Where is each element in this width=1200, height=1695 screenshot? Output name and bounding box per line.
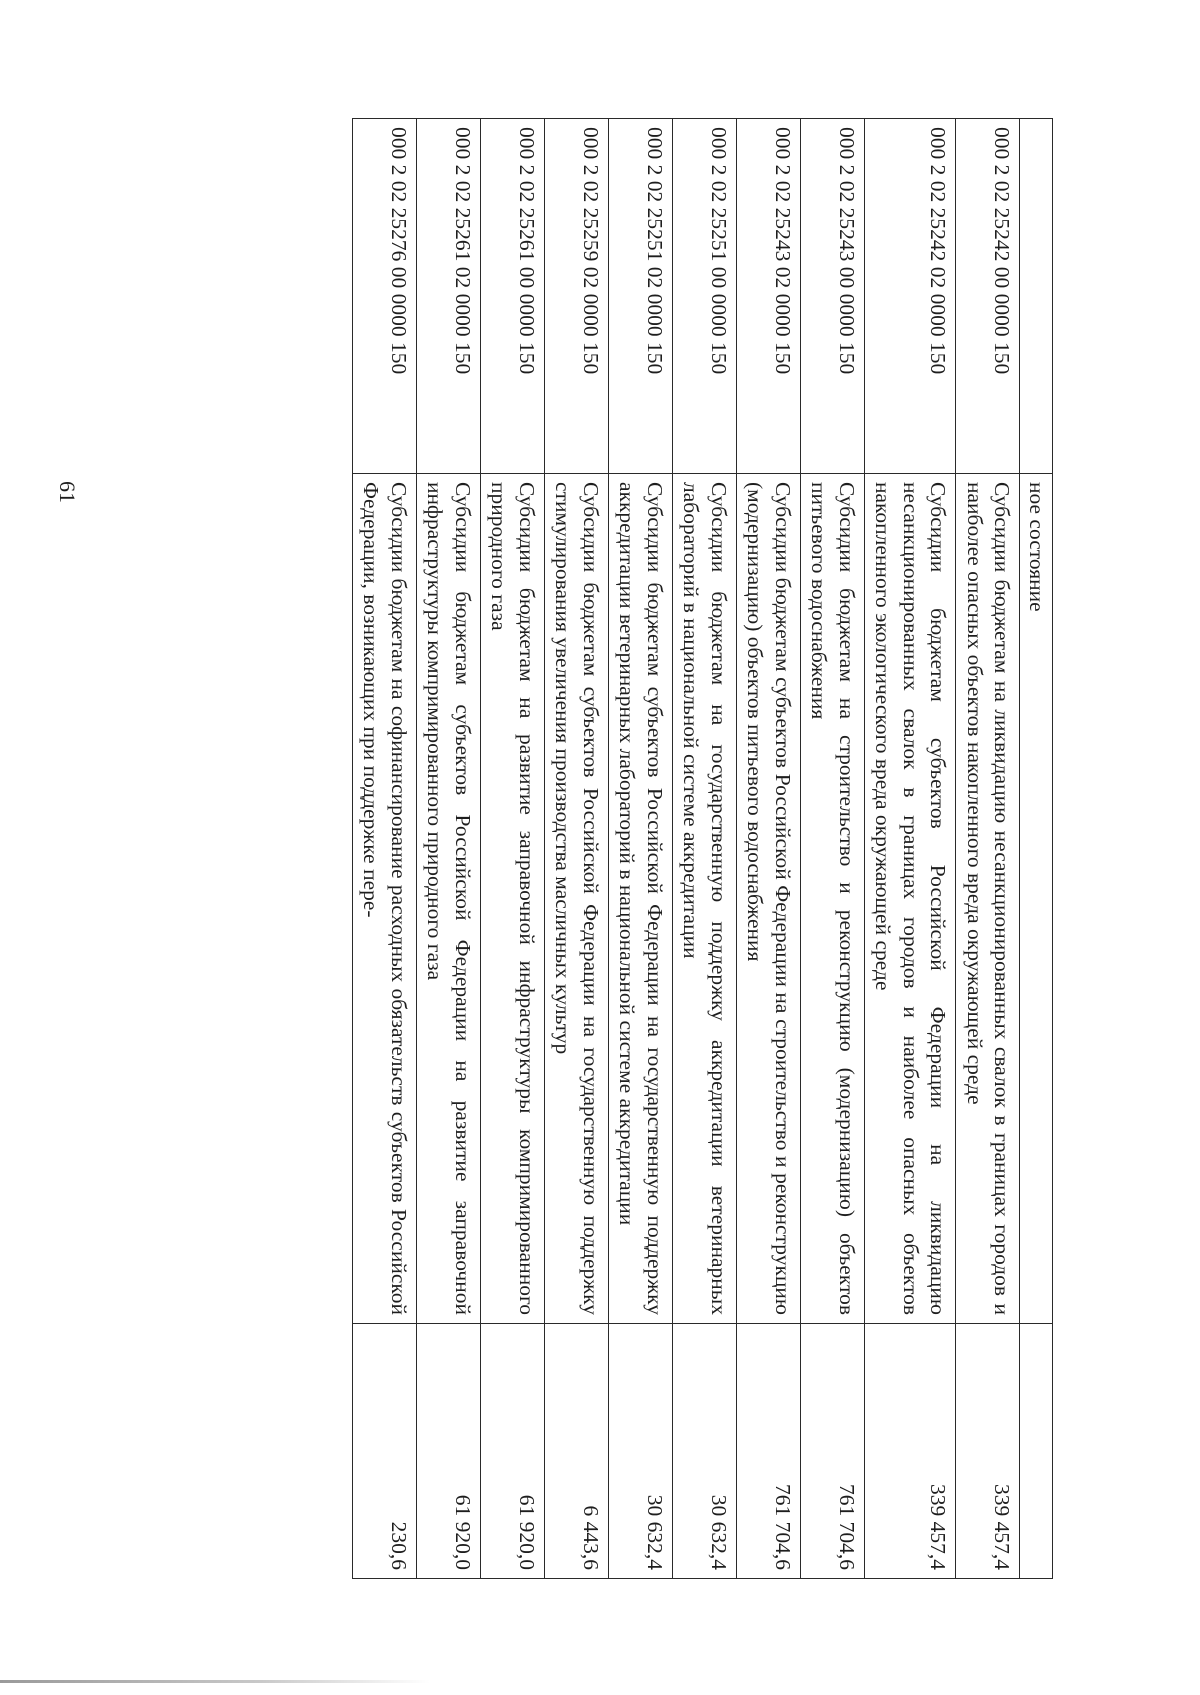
page-number: 61 (55, 481, 80, 503)
amount: 230,6 (352, 1324, 416, 1579)
classification-code: 000 2 02 25242 02 0000 150 (864, 119, 956, 474)
table-row-continuation (1020, 119, 1053, 1579)
amount: 761 704,6 (736, 1324, 800, 1579)
revenue-name: Субсидии бюджетам на развитие заправочной инфраструктуры компримированного природного газа (480, 474, 544, 1324)
table-row (864, 119, 956, 1579)
code-cell-empty (1020, 119, 1053, 474)
table-row (352, 119, 416, 1579)
table-row (736, 119, 800, 1579)
table-row (608, 119, 672, 1579)
table-row (416, 119, 480, 1579)
amount: 339 457,4 (956, 1324, 1020, 1579)
classification-code: 000 2 02 25243 02 0000 150 (736, 119, 800, 474)
amount: 30 632,4 (608, 1324, 672, 1579)
classification-code: 000 2 02 25261 02 0000 150 (416, 119, 480, 474)
classification-code: 000 2 02 25259 02 0000 150 (544, 119, 608, 474)
revenue-name: Субсидии бюджетам на софинансирование расходных обязательств субъектов Российской Федерации, возникающих при поддержке пере- (352, 474, 416, 1324)
amount: 30 632,4 (672, 1324, 736, 1579)
revenue-name: Субсидии бюджетам субъектов Российской Федерации на развитие заправочной инфраструктуры компримированного природного газа (416, 474, 480, 1324)
amount: 339 457,4 (864, 1324, 956, 1579)
revenue-name: Субсидии бюджетам субъектов Российской Федерации на строительство и реконструкцию (модернизацию) объектов питьевого водоснабжения (736, 474, 800, 1324)
revenue-name: Субсидии бюджетам на государственную поддержку аккредитации ветеринарных лабораторий в национальной системе аккредитации (672, 474, 736, 1324)
revenue-name: Субсидии бюджетам субъектов Российской Федерации на государственную поддержку стимулирования увеличения производства масличных культур (544, 474, 608, 1324)
amount: 61 920,0 (480, 1324, 544, 1579)
budget-table (352, 118, 1053, 1579)
classification-code: 000 2 02 25251 02 0000 150 (608, 119, 672, 474)
revenue-name: Субсидии бюджетам на ликвидацию несанкционированных свалок в границах городов и наиболее опасных объектов накопленного вреда окружающей среде (956, 474, 1020, 1324)
continuation-text: ное состояние (1020, 474, 1053, 1324)
table-row (544, 119, 608, 1579)
revenue-name: Субсидии бюджетам на строительство и реконструкцию (модернизацию) объектов питьевого водоснабжения (800, 474, 864, 1324)
table-row (800, 119, 864, 1579)
amount: 761 704,6 (800, 1324, 864, 1579)
classification-code: 000 2 02 25261 00 0000 150 (480, 119, 544, 474)
sum-cell-empty (1020, 1324, 1053, 1579)
amount: 61 920,0 (416, 1324, 480, 1579)
scan-edge-shadow (0, 1680, 430, 1683)
table-row (956, 119, 1020, 1579)
classification-code: 000 2 02 25242 00 0000 150 (956, 119, 1020, 474)
table-row (672, 119, 736, 1579)
budget-table-container (113, 118, 1053, 1578)
table-row (480, 119, 544, 1579)
classification-code: 000 2 02 25276 00 0000 150 (352, 119, 416, 474)
revenue-name: Субсидии бюджетам субъектов Российской Федерации на государственную поддержку аккредитации ветеринарных лабораторий в национальной системе аккредитации (608, 474, 672, 1324)
revenue-name: Субсидии бюджетам субъектов Российской Федерации на ликвидацию несанкционированных свалок в границах городов и наиболее опасных объектов накопленного экологического вреда окружающей среде (864, 474, 956, 1324)
classification-code: 000 2 02 25243 00 0000 150 (800, 119, 864, 474)
amount: 6 443,6 (544, 1324, 608, 1579)
classification-code: 000 2 02 25251 00 0000 150 (672, 119, 736, 474)
